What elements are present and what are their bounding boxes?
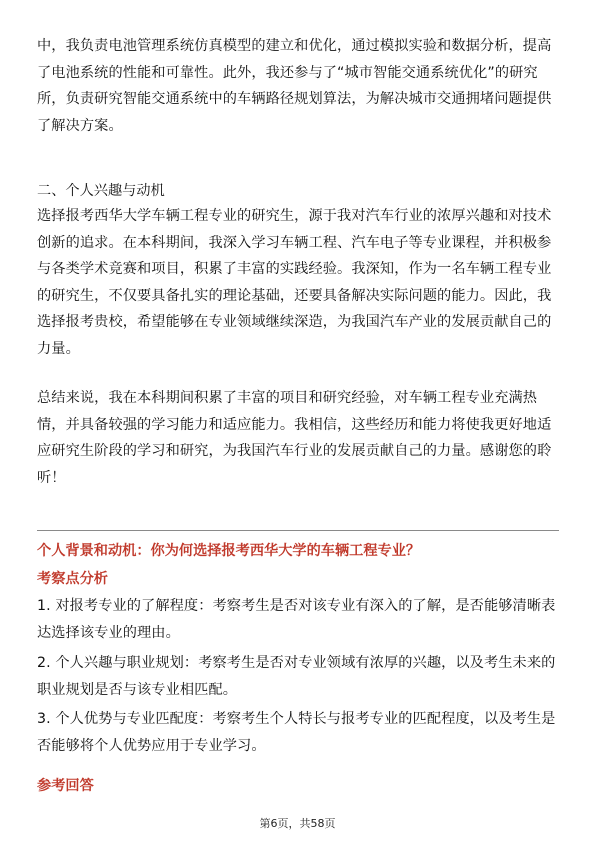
analysis-point-3: 3. 个人优势与专业匹配度：考察考生个人特长与报考专业的匹配程度，以及考生是否能够将个人优势应用于专业学习。 bbox=[37, 711, 556, 754]
section-heading-interest: 二、个人兴趣与动机 bbox=[37, 183, 165, 199]
question-title: 个人背景和动机：你为何选择报考西华大学的车辆工程专业？ bbox=[37, 543, 421, 559]
answer-heading: 参考回答 bbox=[37, 778, 94, 794]
paragraph-summary: 总结来说，我在本科期间积累了丰富的项目和研究经验，对车辆工程专业充满热情，并具备较强的学习能力和适应能力。我相信，这些经历和能力将使我更好地适应研究生阶段的学习和研究，为我国汽车行业的发展贡献自己的力量。感谢您的聆听！ bbox=[37, 390, 552, 486]
analysis-point-2: 2. 个人兴趣与职业规划：考察考生是否对专业领域有浓厚的兴趣，以及考生未来的职业规划是否与该专业相匹配。 bbox=[37, 655, 556, 698]
page-number: 第6页，共58页 bbox=[259, 817, 336, 830]
section-divider bbox=[37, 530, 559, 531]
paragraph-interest-motivation: 选择报考西华大学车辆工程专业的研究生，源于我对汽车行业的浓厚兴趣和对技术创新的追求。在本科期间，我深入学习车辆工程、汽车电子等专业课程，并积极参与各类学术竞赛和项目，积累了丰富的实践经验。我深知，作为一名车辆工程专业的研究生，不仅要具备扎实的理论基础，还要具备解决实际问题的能力。因此，我选择报考贵校，希望能够在专业领域继续深造，为我国汽车产业的发展贡献自己的力量。 bbox=[37, 208, 552, 357]
paragraph-research-experience: 中，我负责电池管理系统仿真模型的建立和优化，通过模拟实验和数据分析，提高了电池系统的性能和可靠性。此外，我还参与了“城市智能交通系统优化”的研究所，负责研究智能交通系统中的车辆路径规划算法，为解决城市交通拥堵问题提供了解决方案。 bbox=[37, 38, 552, 134]
analysis-heading: 考察点分析 bbox=[37, 571, 108, 587]
analysis-point-1: 1. 对报考专业的了解程度：考察考生是否对该专业有深入的了解，是否能够清晰表达选择该专业的理由。 bbox=[37, 598, 556, 641]
